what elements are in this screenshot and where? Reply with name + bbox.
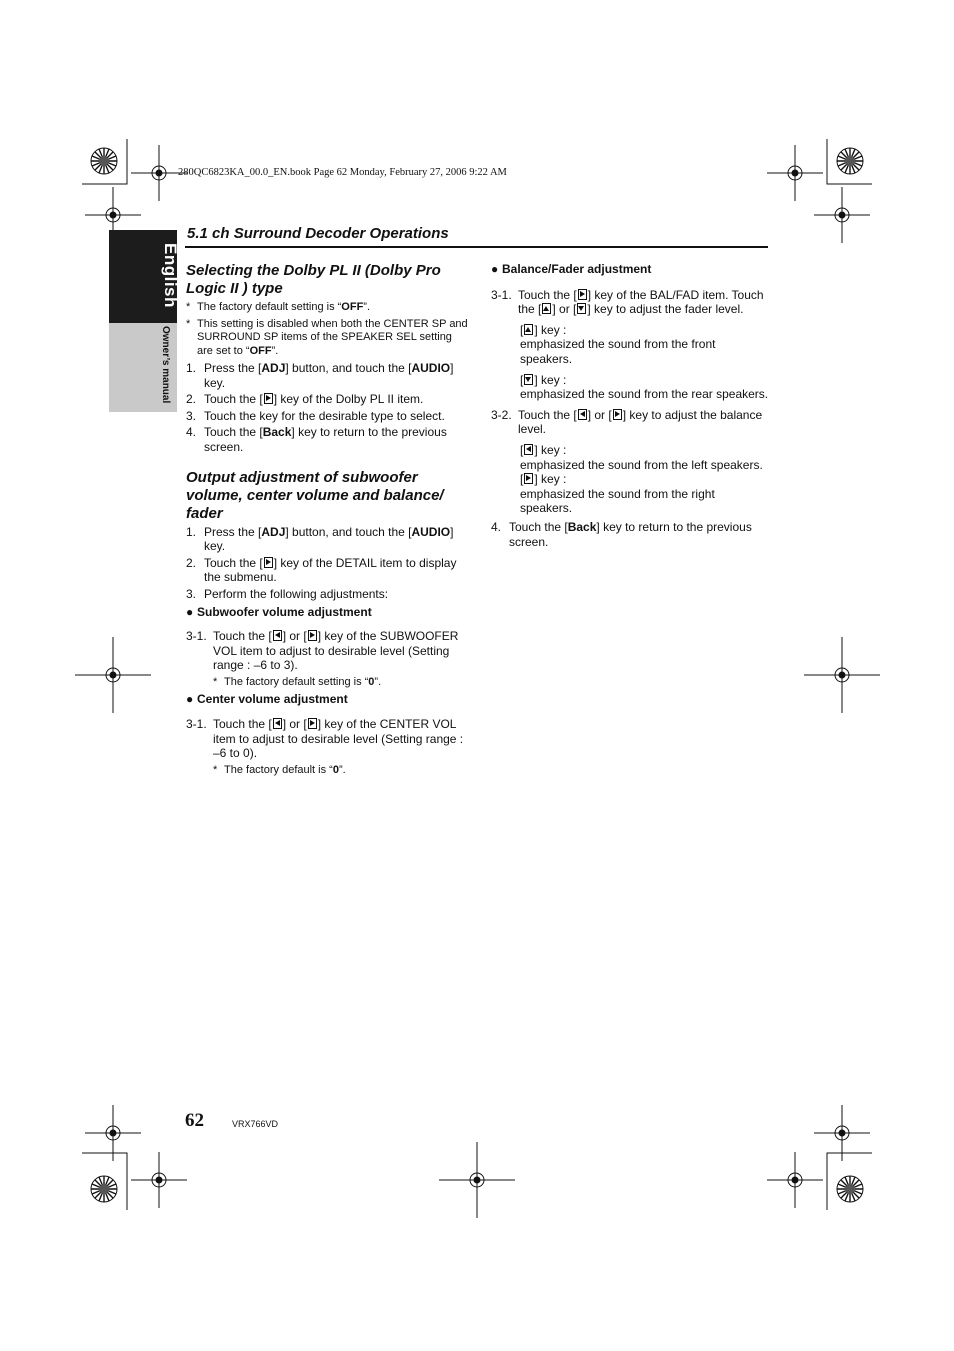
center-step: 3-1. Touch the [ ] or [ ] key of the CENTER VOL item to adjust to desirable level (Setting range : –6 to 0). bbox=[186, 717, 464, 761]
left-arrow-icon bbox=[273, 630, 282, 641]
right-arrow-icon bbox=[613, 409, 622, 420]
output-step-1: 1. Press the [ADJ] button, and touch the [AUDIO] key. bbox=[186, 524, 454, 554]
subwoofer-note: * The factory default setting is “0”. bbox=[213, 675, 382, 688]
right-arrow-icon bbox=[578, 289, 587, 300]
manual-label: Owner’s manual bbox=[160, 326, 171, 404]
dolby-step-1: 1. Press the [ADJ] button, and touch the [AUDIO] key. bbox=[186, 361, 454, 390]
down-arrow-icon bbox=[524, 374, 533, 385]
center-heading: ● Center volume adjustment bbox=[186, 692, 348, 707]
left-key-desc: [ ] key : emphasized the sound from the left speakers. bbox=[520, 442, 763, 472]
dolby-note-default: * The factory default setting is “OFF”. bbox=[186, 301, 371, 313]
model-number: VRX766VD bbox=[232, 1119, 279, 1129]
left-arrow-icon bbox=[578, 409, 587, 420]
down-arrow-icon bbox=[577, 303, 586, 314]
subwoofer-heading: ● Subwoofer volume adjustment bbox=[186, 604, 372, 619]
balance-step-3-1: 3-1. Touch the [ ] key of the BAL/FAD item. Touch the [ ] or [ ] key to adjust the fader level. bbox=[491, 287, 764, 317]
up-arrow-icon bbox=[524, 324, 533, 335]
down-key-desc: [ ] key : emphasized the sound from the rear speakers. bbox=[520, 372, 769, 402]
up-arrow-icon bbox=[542, 303, 551, 314]
right-arrow-icon bbox=[264, 557, 273, 568]
right-key-desc: [ ] key : emphasized the sound from the right speakers. bbox=[520, 472, 715, 516]
print-header: 280QC6823KA_00.0_EN.book Page 62 Monday, February 27, 2006 9:22 AM bbox=[178, 167, 507, 178]
section-title: 5.1 ch Surround Decoder Operations bbox=[187, 225, 449, 242]
right-arrow-icon bbox=[524, 473, 533, 484]
left-arrow-icon bbox=[524, 444, 533, 455]
dolby-step-3: 3. Touch the key for the desirable type to select. bbox=[186, 408, 445, 423]
balance-heading: ● Balance/Fader adjustment bbox=[491, 262, 652, 276]
dolby-step-4: 4. Touch the [Back] key to return to the previous screen. bbox=[186, 425, 447, 454]
subwoofer-step: 3-1. Touch the [ ] or [ ] key of the SUBWOOFER VOL item to adjust to desirable level (Setting range : –6 to 3). bbox=[186, 629, 459, 673]
output-step-3: 3. Perform the following adjustments: bbox=[186, 586, 389, 601]
left-column bbox=[186, 262, 468, 777]
right-arrow-icon bbox=[308, 630, 317, 641]
balance-step-4: 4. Touch the [Back] key to return to the previous screen. bbox=[491, 519, 752, 549]
right-arrow-icon bbox=[264, 393, 273, 404]
language-label: English bbox=[161, 243, 180, 308]
balance-step-3-2: 3-2. Touch the [ ] or [ ] key to adjust the balance level. bbox=[491, 407, 763, 437]
output-heading: Output adjustment of subwoofer volume, center volume and balance/ fader bbox=[186, 468, 444, 522]
page-number: 62 bbox=[185, 1110, 204, 1131]
dolby-step-2: 2. Touch the [ ] key of the Dolby PL II item. bbox=[186, 392, 424, 407]
right-arrow-icon bbox=[308, 718, 317, 729]
section-rule bbox=[185, 246, 768, 248]
dolby-heading: Selecting the Dolby PL II (Dolby Pro Logic II ) type bbox=[186, 262, 441, 297]
center-note: * The factory default is “0”. bbox=[213, 763, 346, 776]
right-column bbox=[491, 262, 769, 549]
up-key-desc: [ ] key : emphasized the sound from the front speakers. bbox=[520, 322, 716, 366]
left-arrow-icon bbox=[273, 718, 282, 729]
dolby-note-disabled: * This setting is disabled when both the CENTER SP and SURROUND SP items of the SPEAKER SEL setting are set to “OFF”. bbox=[186, 317, 468, 357]
output-step-2: 2. Touch the [ ] key of the DETAIL item to display the submenu. bbox=[186, 555, 457, 585]
